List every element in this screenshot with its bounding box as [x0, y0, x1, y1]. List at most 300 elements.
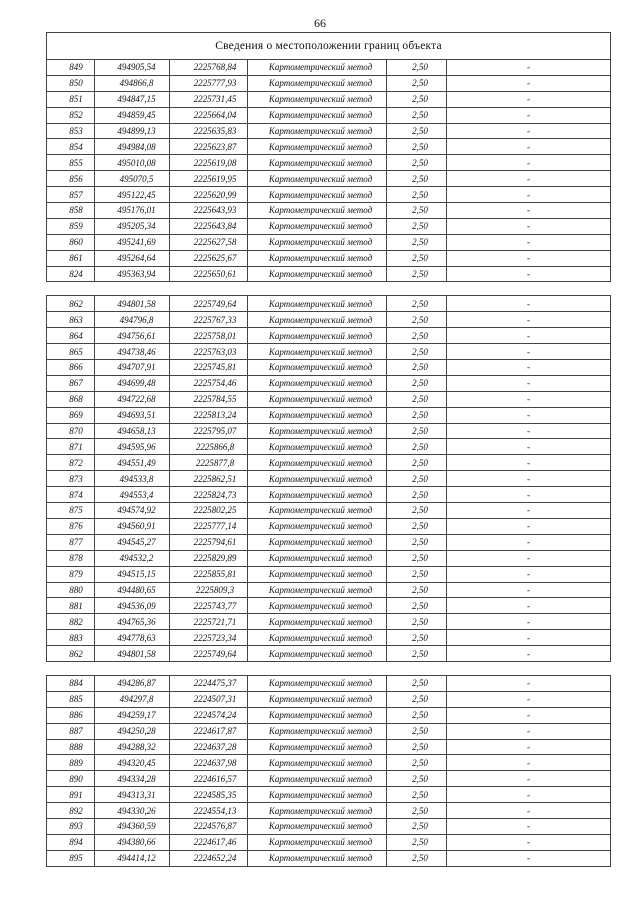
method-cell: Картометрический метод [248, 203, 387, 219]
separator-cell [47, 282, 611, 296]
accuracy-cell: 2,50 [387, 391, 447, 407]
method-cell: Картометрический метод [248, 187, 387, 203]
point-number-cell: 862 [47, 296, 95, 312]
method-cell: Картометрический метод [248, 91, 387, 107]
method-cell: Картометрический метод [248, 123, 387, 139]
point-number-cell: 882 [47, 614, 95, 630]
method-cell: Картометрический метод [248, 739, 387, 755]
method-cell: Картометрический метод [248, 407, 387, 423]
method-cell: Картометрический метод [248, 439, 387, 455]
accuracy-cell: 2,50 [387, 787, 447, 803]
boundary-coordinates-table [46, 32, 611, 867]
table-row [47, 296, 611, 312]
table-row [47, 487, 611, 503]
point-number-cell: 872 [47, 455, 95, 471]
y-coordinate-cell: 2225635,83 [170, 123, 248, 139]
note-cell: - [447, 203, 611, 219]
table-row [47, 234, 611, 250]
point-number-cell: 853 [47, 123, 95, 139]
x-coordinate-cell: 494360,59 [95, 818, 170, 834]
method-cell: Картометрический метод [248, 171, 387, 187]
x-coordinate-cell: 494899,13 [95, 123, 170, 139]
y-coordinate-cell: 2225627,58 [170, 234, 248, 250]
accuracy-cell: 2,50 [387, 707, 447, 723]
method-cell: Картометрический метод [248, 707, 387, 723]
accuracy-cell: 2,50 [387, 630, 447, 646]
x-coordinate-cell: 494560,91 [95, 518, 170, 534]
x-coordinate-cell: 494259,17 [95, 707, 170, 723]
table-row [47, 787, 611, 803]
x-coordinate-cell: 494533,8 [95, 471, 170, 487]
method-cell: Картометрический метод [248, 60, 387, 76]
x-coordinate-cell: 494699,48 [95, 375, 170, 391]
section-separator-row [47, 282, 611, 296]
table-row [47, 107, 611, 123]
table-title: Сведения о местоположении границ объекта [47, 33, 611, 60]
point-number-cell: 883 [47, 630, 95, 646]
point-number-cell: 860 [47, 234, 95, 250]
table-row [47, 407, 611, 423]
table-row [47, 344, 611, 360]
method-cell: Картометрический метод [248, 646, 387, 662]
note-cell: - [447, 755, 611, 771]
table-row [47, 691, 611, 707]
y-coordinate-cell: 2224574,24 [170, 707, 248, 723]
table-row [47, 614, 611, 630]
method-cell: Картометрический метод [248, 360, 387, 376]
table-row [47, 755, 611, 771]
x-coordinate-cell: 495363,94 [95, 266, 170, 282]
point-number-cell: 890 [47, 771, 95, 787]
method-cell: Картометрический метод [248, 534, 387, 550]
x-coordinate-cell: 494859,45 [95, 107, 170, 123]
y-coordinate-cell: 2225824,73 [170, 487, 248, 503]
table-row [47, 75, 611, 91]
table-row [47, 375, 611, 391]
point-number-cell: 855 [47, 155, 95, 171]
table-row [47, 566, 611, 582]
x-coordinate-cell: 494551,49 [95, 455, 170, 471]
table-row [47, 218, 611, 234]
x-coordinate-cell: 494320,45 [95, 755, 170, 771]
y-coordinate-cell: 2225767,33 [170, 312, 248, 328]
accuracy-cell: 2,50 [387, 675, 447, 691]
note-cell: - [447, 707, 611, 723]
x-coordinate-cell: 494658,13 [95, 423, 170, 439]
note-cell: - [447, 218, 611, 234]
point-number-cell: 894 [47, 834, 95, 850]
point-number-cell: 852 [47, 107, 95, 123]
accuracy-cell: 2,50 [387, 155, 447, 171]
method-cell: Картометрический метод [248, 818, 387, 834]
x-coordinate-cell: 494286,87 [95, 675, 170, 691]
note-cell: - [447, 566, 611, 582]
y-coordinate-cell: 2225625,67 [170, 250, 248, 266]
method-cell: Картометрический метод [248, 803, 387, 819]
accuracy-cell: 2,50 [387, 439, 447, 455]
accuracy-cell: 2,50 [387, 139, 447, 155]
accuracy-cell: 2,50 [387, 646, 447, 662]
accuracy-cell: 2,50 [387, 755, 447, 771]
accuracy-cell: 2,50 [387, 375, 447, 391]
x-coordinate-cell: 494515,15 [95, 566, 170, 582]
point-number-cell: 863 [47, 312, 95, 328]
y-coordinate-cell: 2225664,04 [170, 107, 248, 123]
accuracy-cell: 2,50 [387, 739, 447, 755]
x-coordinate-cell: 494984,08 [95, 139, 170, 155]
x-coordinate-cell: 495264,64 [95, 250, 170, 266]
accuracy-cell: 2,50 [387, 503, 447, 519]
table-row [47, 675, 611, 691]
y-coordinate-cell: 2224554,13 [170, 803, 248, 819]
accuracy-cell: 2,50 [387, 834, 447, 850]
method-cell: Картометрический метод [248, 250, 387, 266]
x-coordinate-cell: 494796,8 [95, 312, 170, 328]
x-coordinate-cell: 494414,12 [95, 850, 170, 866]
accuracy-cell: 2,50 [387, 487, 447, 503]
note-cell: - [447, 534, 611, 550]
table-row [47, 518, 611, 534]
accuracy-cell: 2,50 [387, 518, 447, 534]
accuracy-cell: 2,50 [387, 91, 447, 107]
point-number-cell: 893 [47, 818, 95, 834]
table-row [47, 834, 611, 850]
note-cell: - [447, 375, 611, 391]
point-number-cell: 861 [47, 250, 95, 266]
y-coordinate-cell: 2225877,8 [170, 455, 248, 471]
point-number-cell: 875 [47, 503, 95, 519]
point-number-cell: 866 [47, 360, 95, 376]
accuracy-cell: 2,50 [387, 614, 447, 630]
accuracy-cell: 2,50 [387, 75, 447, 91]
x-coordinate-cell: 495176,01 [95, 203, 170, 219]
table-row [47, 155, 611, 171]
note-cell: - [447, 296, 611, 312]
note-cell: - [447, 675, 611, 691]
note-cell: - [447, 123, 611, 139]
point-number-cell: 868 [47, 391, 95, 407]
point-number-cell: 885 [47, 691, 95, 707]
table-row [47, 423, 611, 439]
x-coordinate-cell: 494693,51 [95, 407, 170, 423]
point-number-cell: 876 [47, 518, 95, 534]
x-coordinate-cell: 494330,26 [95, 803, 170, 819]
accuracy-cell: 2,50 [387, 598, 447, 614]
accuracy-cell: 2,50 [387, 850, 447, 866]
x-coordinate-cell: 494801,58 [95, 646, 170, 662]
note-cell: - [447, 771, 611, 787]
x-coordinate-cell: 494297,8 [95, 691, 170, 707]
method-cell: Картометрический метод [248, 518, 387, 534]
note-cell: - [447, 518, 611, 534]
table-row [47, 266, 611, 282]
x-coordinate-cell: 495205,34 [95, 218, 170, 234]
note-cell: - [447, 439, 611, 455]
y-coordinate-cell: 2225813,24 [170, 407, 248, 423]
accuracy-cell: 2,50 [387, 344, 447, 360]
accuracy-cell: 2,50 [387, 471, 447, 487]
x-coordinate-cell: 494847,15 [95, 91, 170, 107]
table-row [47, 803, 611, 819]
point-number-cell: 869 [47, 407, 95, 423]
y-coordinate-cell: 2225829,89 [170, 550, 248, 566]
method-cell: Картометрический метод [248, 375, 387, 391]
x-coordinate-cell: 494778,63 [95, 630, 170, 646]
note-cell: - [447, 550, 611, 566]
x-coordinate-cell: 494553,4 [95, 487, 170, 503]
accuracy-cell: 2,50 [387, 187, 447, 203]
note-cell: - [447, 630, 611, 646]
y-coordinate-cell: 2225619,08 [170, 155, 248, 171]
y-coordinate-cell: 2224617,87 [170, 723, 248, 739]
point-number-cell: 824 [47, 266, 95, 282]
note-cell: - [447, 834, 611, 850]
note-cell: - [447, 487, 611, 503]
note-cell: - [447, 91, 611, 107]
x-coordinate-cell: 495241,69 [95, 234, 170, 250]
y-coordinate-cell: 2225623,87 [170, 139, 248, 155]
note-cell: - [447, 503, 611, 519]
method-cell: Картометрический метод [248, 75, 387, 91]
table-row [47, 391, 611, 407]
method-cell: Картометрический метод [248, 296, 387, 312]
note-cell: - [447, 266, 611, 282]
y-coordinate-cell: 2225768,84 [170, 60, 248, 76]
y-coordinate-cell: 2225619,95 [170, 171, 248, 187]
note-cell: - [447, 818, 611, 834]
method-cell: Картометрический метод [248, 755, 387, 771]
method-cell: Картометрический метод [248, 471, 387, 487]
note-cell: - [447, 598, 611, 614]
y-coordinate-cell: 2225809,3 [170, 582, 248, 598]
note-cell: - [447, 250, 611, 266]
accuracy-cell: 2,50 [387, 771, 447, 787]
note-cell: - [447, 787, 611, 803]
method-cell: Картометрический метод [248, 344, 387, 360]
table-row [47, 328, 611, 344]
accuracy-cell: 2,50 [387, 423, 447, 439]
y-coordinate-cell: 2225795,07 [170, 423, 248, 439]
note-cell: - [447, 646, 611, 662]
table-row [47, 771, 611, 787]
point-number-cell: 895 [47, 850, 95, 866]
y-coordinate-cell: 2225620,99 [170, 187, 248, 203]
y-coordinate-cell: 2225866,8 [170, 439, 248, 455]
method-cell: Картометрический метод [248, 234, 387, 250]
method-cell: Картометрический метод [248, 139, 387, 155]
x-coordinate-cell: 494545,27 [95, 534, 170, 550]
point-number-cell: 867 [47, 375, 95, 391]
x-coordinate-cell: 494765,36 [95, 614, 170, 630]
y-coordinate-cell: 2224616,57 [170, 771, 248, 787]
x-coordinate-cell: 494288,32 [95, 739, 170, 755]
point-number-cell: 877 [47, 534, 95, 550]
x-coordinate-cell: 494334,28 [95, 771, 170, 787]
accuracy-cell: 2,50 [387, 203, 447, 219]
separator-cell [47, 661, 611, 675]
y-coordinate-cell: 2224576,87 [170, 818, 248, 834]
method-cell: Картометрический метод [248, 328, 387, 344]
table-row [47, 503, 611, 519]
accuracy-cell: 2,50 [387, 60, 447, 76]
method-cell: Картометрический метод [248, 691, 387, 707]
method-cell: Картометрический метод [248, 266, 387, 282]
y-coordinate-cell: 2225731,45 [170, 91, 248, 107]
y-coordinate-cell: 2224637,98 [170, 755, 248, 771]
note-cell: - [447, 850, 611, 866]
accuracy-cell: 2,50 [387, 171, 447, 187]
method-cell: Картометрический метод [248, 155, 387, 171]
table-row [47, 123, 611, 139]
accuracy-cell: 2,50 [387, 328, 447, 344]
x-coordinate-cell: 494532,2 [95, 550, 170, 566]
table-row [47, 646, 611, 662]
note-cell: - [447, 407, 611, 423]
x-coordinate-cell: 494574,92 [95, 503, 170, 519]
method-cell: Картометрический метод [248, 834, 387, 850]
accuracy-cell: 2,50 [387, 266, 447, 282]
y-coordinate-cell: 2225777,14 [170, 518, 248, 534]
note-cell: - [447, 234, 611, 250]
method-cell: Картометрический метод [248, 771, 387, 787]
x-coordinate-cell: 495122,45 [95, 187, 170, 203]
method-cell: Картометрический метод [248, 598, 387, 614]
table-title-row [47, 33, 611, 60]
method-cell: Картометрический метод [248, 850, 387, 866]
table-row [47, 598, 611, 614]
y-coordinate-cell: 2225745,81 [170, 360, 248, 376]
y-coordinate-cell: 2225855,81 [170, 566, 248, 582]
accuracy-cell: 2,50 [387, 123, 447, 139]
point-number-cell: 884 [47, 675, 95, 691]
note-cell: - [447, 803, 611, 819]
y-coordinate-cell: 2225862,51 [170, 471, 248, 487]
accuracy-cell: 2,50 [387, 250, 447, 266]
y-coordinate-cell: 2224617,46 [170, 834, 248, 850]
point-number-cell: 886 [47, 707, 95, 723]
point-number-cell: 862 [47, 646, 95, 662]
accuracy-cell: 2,50 [387, 455, 447, 471]
method-cell: Картометрический метод [248, 630, 387, 646]
accuracy-cell: 2,50 [387, 296, 447, 312]
section-separator-row [47, 661, 611, 675]
x-coordinate-cell: 495070,5 [95, 171, 170, 187]
table-row [47, 850, 611, 866]
note-cell: - [447, 739, 611, 755]
table-row [47, 139, 611, 155]
table-row [47, 582, 611, 598]
method-cell: Картометрический метод [248, 675, 387, 691]
y-coordinate-cell: 2225784,55 [170, 391, 248, 407]
point-number-cell: 891 [47, 787, 95, 803]
point-number-cell: 892 [47, 803, 95, 819]
x-coordinate-cell: 494250,28 [95, 723, 170, 739]
method-cell: Картометрический метод [248, 503, 387, 519]
point-number-cell: 858 [47, 203, 95, 219]
point-number-cell: 865 [47, 344, 95, 360]
x-coordinate-cell: 495010,08 [95, 155, 170, 171]
x-coordinate-cell: 494905,54 [95, 60, 170, 76]
table-row [47, 187, 611, 203]
method-cell: Картометрический метод [248, 787, 387, 803]
method-cell: Картометрический метод [248, 107, 387, 123]
point-number-cell: 856 [47, 171, 95, 187]
y-coordinate-cell: 2225721,71 [170, 614, 248, 630]
table-row [47, 455, 611, 471]
point-number-cell: 854 [47, 139, 95, 155]
y-coordinate-cell: 2225802,25 [170, 503, 248, 519]
note-cell: - [447, 723, 611, 739]
note-cell: - [447, 391, 611, 407]
y-coordinate-cell: 2224652,24 [170, 850, 248, 866]
y-coordinate-cell: 2224637,28 [170, 739, 248, 755]
note-cell: - [447, 423, 611, 439]
point-number-cell: 874 [47, 487, 95, 503]
note-cell: - [447, 691, 611, 707]
y-coordinate-cell: 2225743,77 [170, 598, 248, 614]
table-row [47, 312, 611, 328]
table-row [47, 171, 611, 187]
point-number-cell: 864 [47, 328, 95, 344]
accuracy-cell: 2,50 [387, 107, 447, 123]
y-coordinate-cell: 2225749,64 [170, 296, 248, 312]
point-number-cell: 878 [47, 550, 95, 566]
accuracy-cell: 2,50 [387, 534, 447, 550]
method-cell: Картометрический метод [248, 566, 387, 582]
note-cell: - [447, 187, 611, 203]
point-number-cell: 851 [47, 91, 95, 107]
note-cell: - [447, 582, 611, 598]
note-cell: - [447, 155, 611, 171]
point-number-cell: 849 [47, 60, 95, 76]
point-number-cell: 859 [47, 218, 95, 234]
y-coordinate-cell: 2225777,93 [170, 75, 248, 91]
note-cell: - [447, 139, 611, 155]
table-row [47, 250, 611, 266]
accuracy-cell: 2,50 [387, 312, 447, 328]
table-row [47, 534, 611, 550]
table-row [47, 203, 611, 219]
method-cell: Картометрический метод [248, 614, 387, 630]
accuracy-cell: 2,50 [387, 818, 447, 834]
accuracy-cell: 2,50 [387, 723, 447, 739]
accuracy-cell: 2,50 [387, 582, 447, 598]
point-number-cell: 879 [47, 566, 95, 582]
note-cell: - [447, 328, 611, 344]
y-coordinate-cell: 2225763,03 [170, 344, 248, 360]
y-coordinate-cell: 2224585,35 [170, 787, 248, 803]
x-coordinate-cell: 494480,65 [95, 582, 170, 598]
table-row [47, 630, 611, 646]
table-row [47, 818, 611, 834]
table-row [47, 360, 611, 376]
table-row [47, 707, 611, 723]
accuracy-cell: 2,50 [387, 566, 447, 582]
y-coordinate-cell: 2225650,61 [170, 266, 248, 282]
table-row [47, 60, 611, 76]
x-coordinate-cell: 494801,58 [95, 296, 170, 312]
table-row [47, 439, 611, 455]
accuracy-cell: 2,50 [387, 550, 447, 566]
point-number-cell: 870 [47, 423, 95, 439]
method-cell: Картометрический метод [248, 455, 387, 471]
x-coordinate-cell: 494722,68 [95, 391, 170, 407]
point-number-cell: 873 [47, 471, 95, 487]
y-coordinate-cell: 2224507,31 [170, 691, 248, 707]
x-coordinate-cell: 494707,91 [95, 360, 170, 376]
table-row [47, 739, 611, 755]
note-cell: - [447, 344, 611, 360]
